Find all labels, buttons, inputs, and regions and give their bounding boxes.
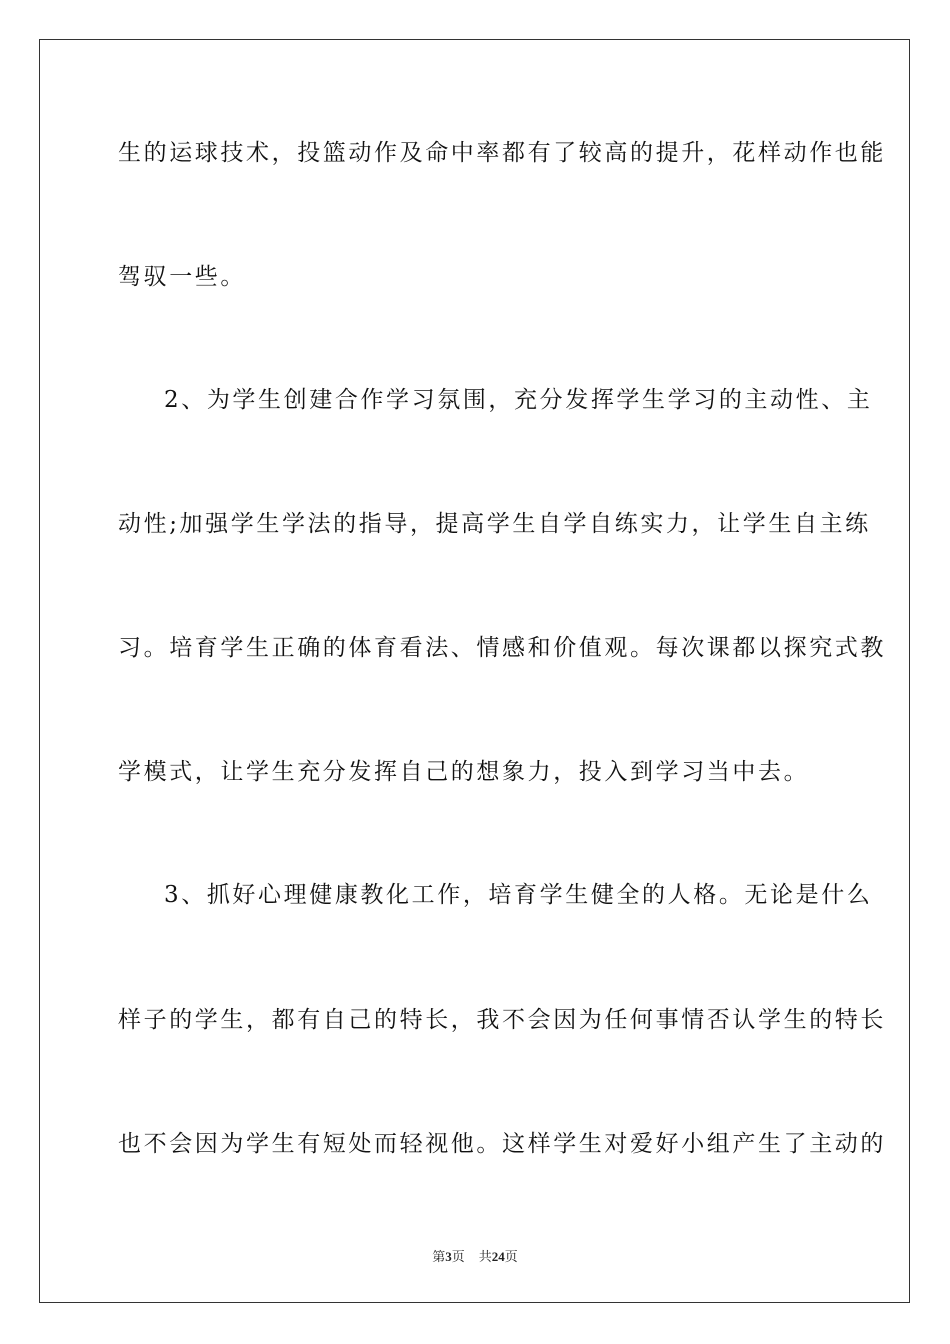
total-prefix: 共	[478, 1249, 492, 1264]
text-line: 习。培育学生正确的体育看法、情感和价值观。每次课都以探究式教	[118, 635, 886, 661]
text-line: 样子的学生，都有自己的特长，我不会因为任何事情否认学生的特长	[118, 1007, 886, 1033]
text-line: 也不会因为学生有短处而轻视他。这样学生对爱好小组产生了主动的	[118, 1131, 886, 1157]
page-prefix: 第	[432, 1249, 446, 1264]
page-number: 3	[445, 1249, 452, 1264]
total-suffix: 页	[504, 1249, 518, 1264]
text-line: 驾驭一些。	[118, 264, 246, 290]
page-border	[39, 39, 910, 1303]
paragraph-start-line: 2、为学生创建合作学习氛围，充分发挥学生学习的主动性、主	[164, 387, 873, 413]
page-suffix: 页	[451, 1249, 465, 1264]
page-footer	[0, 1248, 950, 1266]
total-pages: 24	[491, 1249, 505, 1264]
paragraph-start-line: 3、抓好心理健康教化工作，培育学生健全的人格。无论是什么	[164, 882, 873, 908]
text-line: 动性;加强学生学法的指导，提高学生自学自练实力，让学生自主练	[118, 511, 871, 537]
text-line: 生的运球技术，投篮动作及命中率都有了较高的提升，花样动作也能	[118, 140, 886, 166]
text-line: 学模式，让学生充分发挥自己的想象力，投入到学习当中去。	[118, 759, 810, 785]
